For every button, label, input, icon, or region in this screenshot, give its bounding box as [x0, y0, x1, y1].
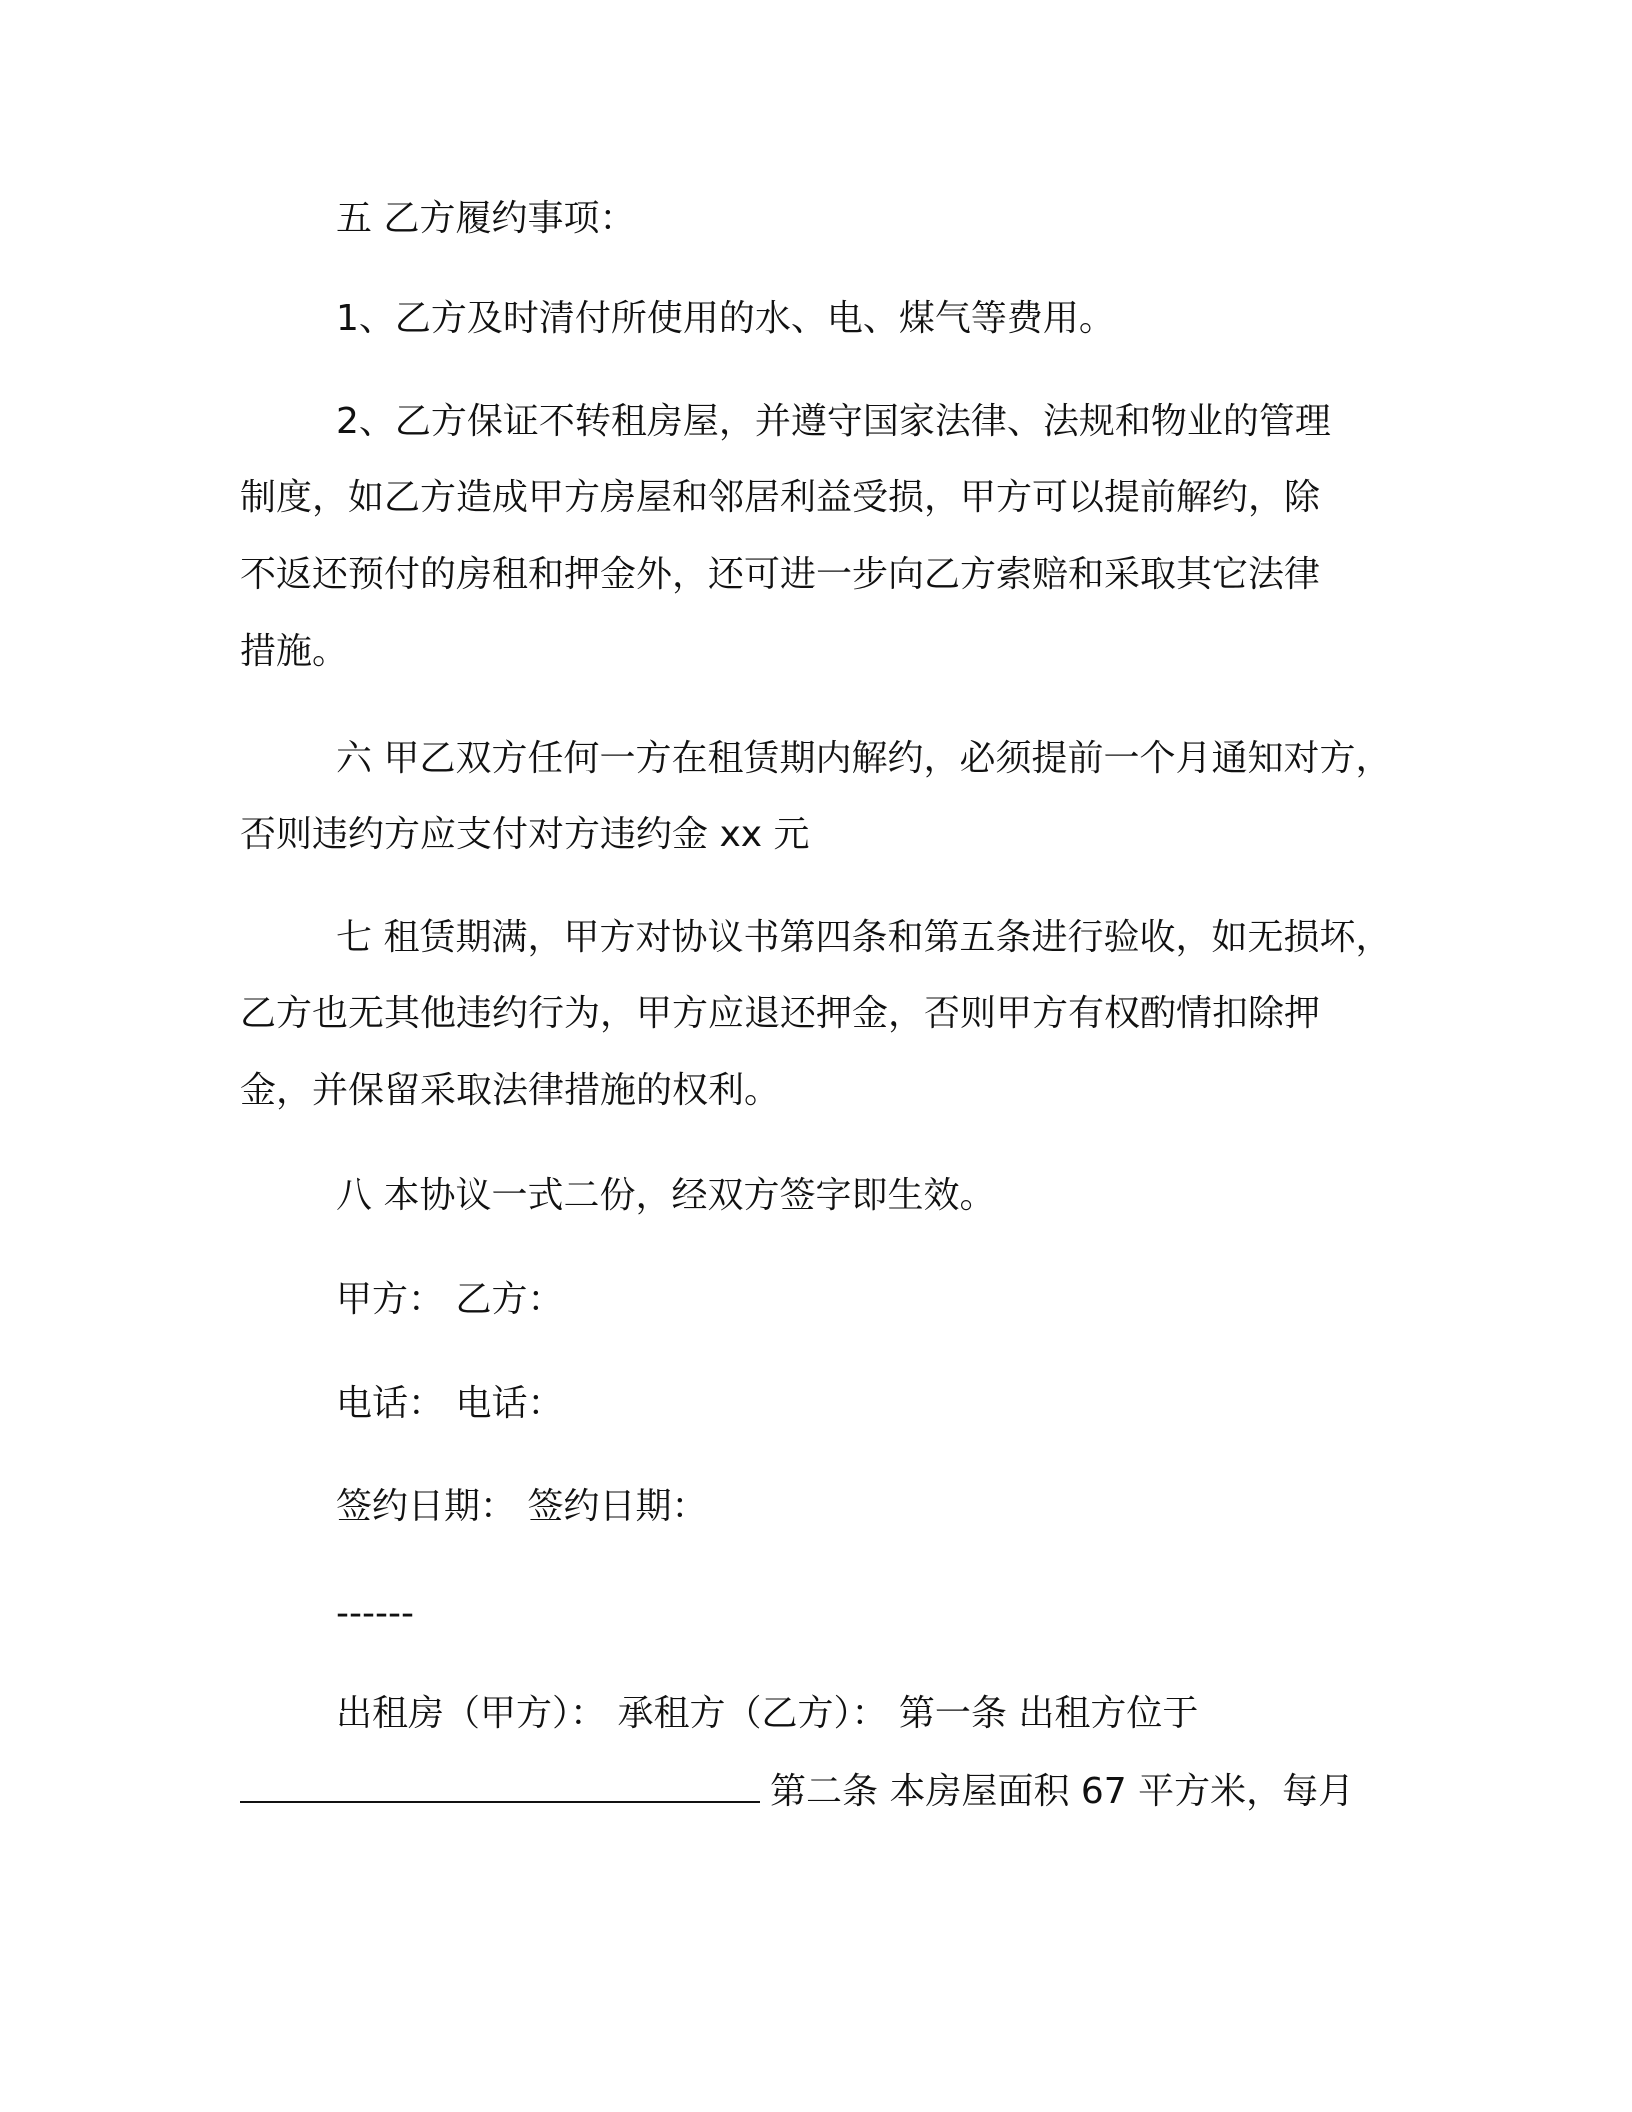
- next-contract-line-2: [240, 1768, 1354, 1816]
- section-7-line-2: 乙方也无其他违约行为，甲方应退还押金，否则甲方有权酌情扣除押: [240, 993, 1321, 1034]
- section-6-line-2: 否则违约方应支付对方违约金 xx 元: [240, 814, 810, 855]
- section-5-item-2-line-2: 制度，如乙方造成甲方房屋和邻居利益受损，甲方可以提前解约，除: [240, 477, 1321, 518]
- separator: ------: [336, 1593, 414, 1634]
- section-5-item-2-line-1: 2、乙方保证不转租房屋，并遵守国家法律、法规和物业的管理: [336, 401, 1331, 442]
- section-5-item-2-line-4: 措施。: [240, 631, 349, 672]
- section-5-heading: 五 乙方履约事项：: [336, 198, 636, 239]
- next-contract-line-2-text: 第二条 本房屋面积 67 平方米，每月: [770, 1771, 1355, 1812]
- address-blank: [240, 1769, 760, 1803]
- section-5-item-2-line-3: 不返还预付的房租和押金外，还可进一步向乙方索赔和采取其它法律: [240, 554, 1321, 595]
- next-contract-line-1: 出租房（甲方）： 承租方（乙方）： 第一条 出租方位于: [336, 1693, 1199, 1734]
- signature-date-line: 签约日期： 签约日期：: [336, 1486, 708, 1527]
- section-5-item-1: 1、乙方及时清付所使用的水、电、煤气等费用。: [336, 298, 1115, 339]
- signature-party-line: 甲方： 乙方：: [336, 1279, 564, 1320]
- signature-phone-line: 电话： 电话：: [336, 1383, 564, 1424]
- section-6-line-1: 六 甲乙双方任何一方在租赁期内解约，必须提前一个月通知对方，: [336, 738, 1392, 779]
- section-8: 八 本协议一式二份，经双方签字即生效。: [336, 1175, 996, 1216]
- section-7-line-3: 金，并保留采取法律措施的权利。: [240, 1070, 781, 1111]
- section-7-line-1: 七 租赁期满，甲方对协议书第四条和第五条进行验收，如无损坏，: [336, 917, 1392, 958]
